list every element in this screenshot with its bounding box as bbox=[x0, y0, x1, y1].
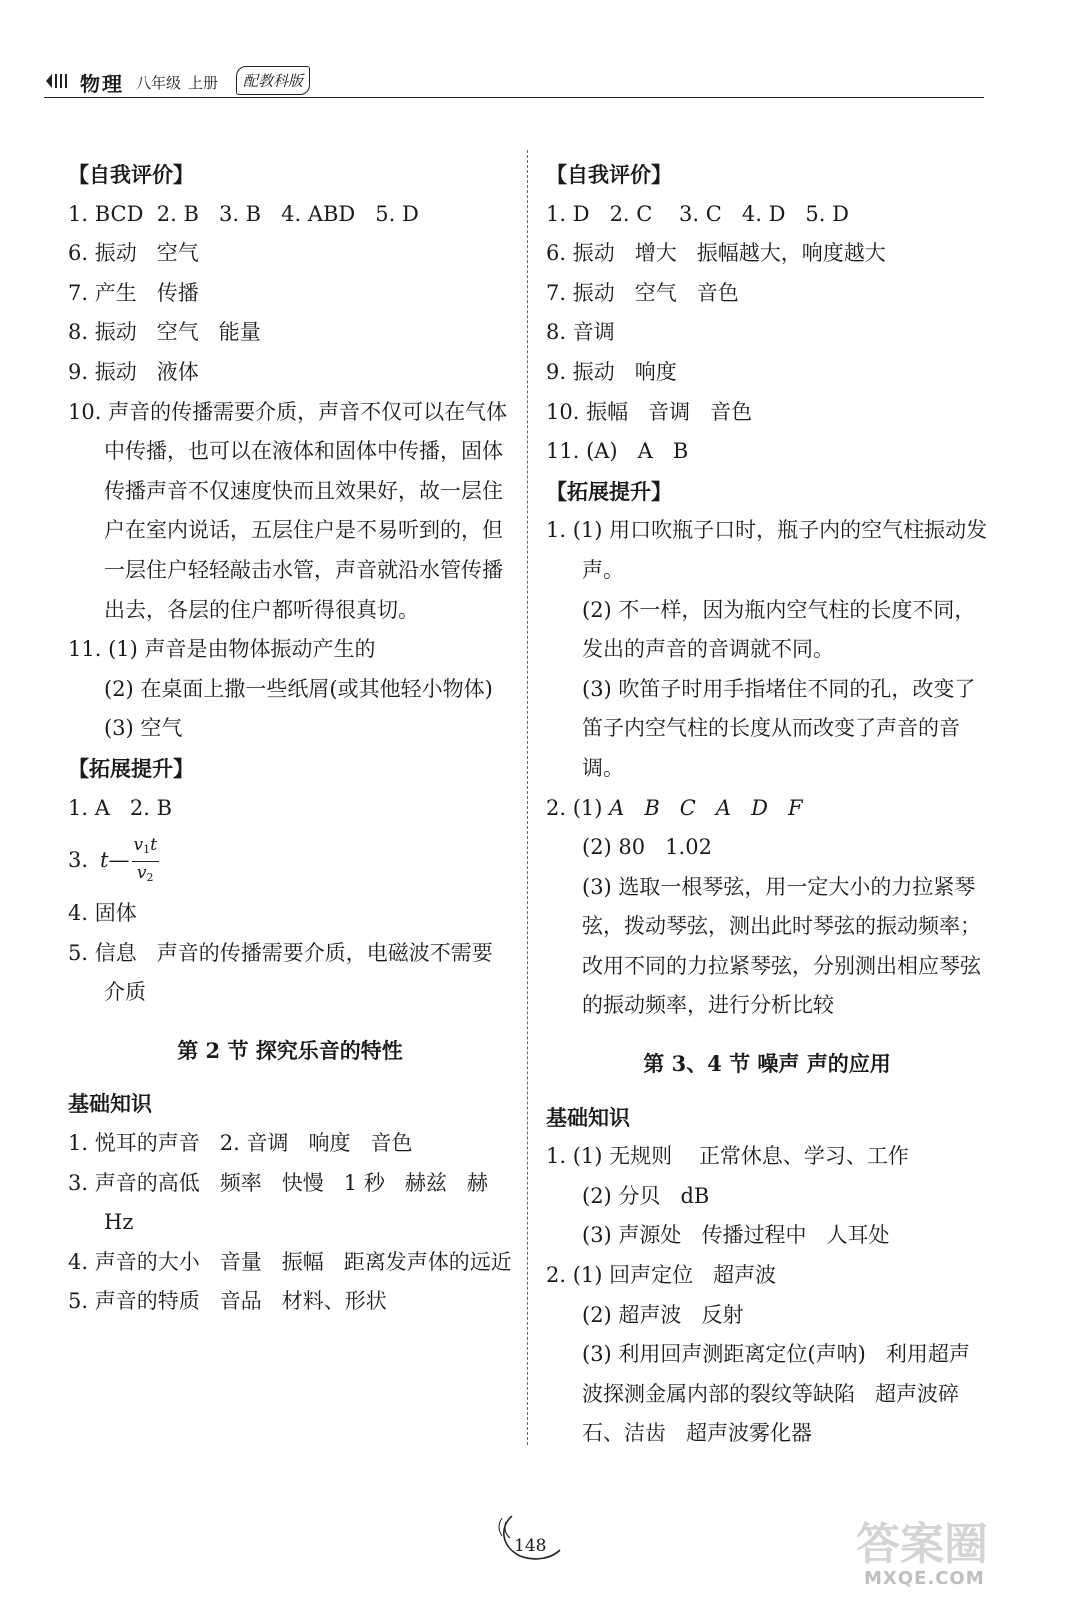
answer-line: 1. 悦耳的声音 2. 音调 响度 音色 bbox=[68, 1131, 413, 1156]
left-column bbox=[68, 155, 512, 1322]
header-grade: 八年级 bbox=[136, 74, 182, 92]
answer-line: 7. 振动 空气 音色 bbox=[546, 280, 739, 305]
answer-subline: (2) 分贝 dB bbox=[582, 1183, 710, 1208]
formula-t: t bbox=[100, 848, 109, 873]
fraction-denominator: v2 bbox=[136, 862, 154, 884]
section-title: 第 2 节 探究乐音的特性 bbox=[177, 1037, 403, 1063]
answer-number: 3. bbox=[68, 848, 89, 873]
answer-line: 8. 音调 bbox=[546, 320, 615, 345]
answer-paragraph: 10. 声音的传播需要介质，声音不仅可以在气体中传播，也可以在液体和固体中传播，固体传播声音不仅速度快而且效果好，故一层住户在室内说话，五层住户是不易听到的，但一层住户轻轻敲击水管，声音就沿水管传播出去，各层的住户都听得很真切。 bbox=[68, 399, 508, 622]
right-column bbox=[546, 155, 988, 1454]
column-divider bbox=[527, 150, 528, 1445]
answer-line: 7. 产生 传播 bbox=[68, 280, 199, 305]
answer-subline: (2) 在桌面上撒一些纸屑(或其他轻小物体) (3) 空气 bbox=[104, 676, 513, 741]
heading-extension-left: 【拓展提升】 bbox=[68, 755, 194, 781]
header-subject: 物理 bbox=[80, 72, 124, 96]
formula-answer bbox=[68, 828, 512, 894]
answer-line: 8. 振动 空气 能量 bbox=[68, 320, 261, 345]
header-volume: 上册 bbox=[188, 74, 219, 92]
answer-subline: (2) 80 1.02 bbox=[582, 835, 712, 860]
answer-paragraph: 4. 声音的大小 音量 振幅 距离发声体的远近 bbox=[68, 1249, 512, 1274]
answer-line: 6. 振动 空气 bbox=[68, 241, 199, 266]
answer-paragraph: 5. 信息 声音的传播需要介质，电磁波不需要介质 bbox=[68, 940, 493, 1005]
answer-line: 10. 振幅 音调 音色 bbox=[546, 399, 753, 424]
answer-line: 2. (1) A B C A D F bbox=[546, 795, 803, 820]
answer-line: 11. (A) A B bbox=[546, 439, 689, 464]
heading-basic-left: 基础知识 bbox=[68, 1091, 152, 1117]
answer-line: 4. 固体 bbox=[68, 901, 137, 926]
heading-extension-right: 【拓展提升】 bbox=[546, 478, 672, 504]
watermark-site: MXQE.COM bbox=[864, 1568, 985, 1589]
answer-line: 11. (1) 声音是由物体振动产生的 bbox=[68, 637, 376, 662]
answer-subparagraph: (3) 选取一根琴弦，用一定大小的力拉紧琴弦，拨动琴弦，测出此时琴弦的振动频率；改用不同的力拉紧琴弦，分别测出相应琴弦的振动频率，进行分析比较 bbox=[582, 874, 981, 1018]
header-edition-badge: 配教科版 bbox=[236, 66, 310, 95]
answer-line: 1. A 2. B bbox=[68, 795, 173, 820]
answer-paragraph: 1. (1) 用口吹瓶子口时，瓶子内的空气柱振动发声。 bbox=[546, 518, 988, 582]
answer-subparagraph: (2) 不一样，因为瓶内空气柱的长度不同，发出的声音的音调就不同。 bbox=[582, 597, 976, 662]
page-header bbox=[44, 64, 984, 98]
answer-line: 9. 振动 液体 bbox=[68, 359, 199, 384]
answer-subparagraph: (3) 利用回声测距离定位(声呐) 利用超声波探测金属内部的裂纹等缺陷 超声波碎石、洁齿 超声波雾化器 bbox=[582, 1342, 970, 1446]
fraction-numerator: v1t bbox=[132, 834, 159, 862]
answer-subparagraph: (3) 吹笛子时用手指堵住不同的孔，改变了笛子内空气柱的长度从而改变了声音的音调。 bbox=[582, 676, 976, 780]
header-ornament-icon bbox=[44, 72, 70, 90]
formula-fraction bbox=[132, 834, 159, 889]
answer-subline: (3) 声源处 传播过程中 人耳处 bbox=[582, 1223, 890, 1248]
page-number: 148 bbox=[514, 1536, 547, 1556]
answer-line: 1. (1) 无规则 正常休息、学习、工作 bbox=[546, 1144, 909, 1169]
heading-self-eval-right: 【自我评价】 bbox=[546, 162, 672, 187]
answer-subline: (2) 超声波 反射 bbox=[582, 1302, 744, 1327]
heading-basic-right: 基础知识 bbox=[546, 1104, 630, 1130]
formula-minus: — bbox=[108, 848, 130, 873]
heading-self-eval-left: 【自我评价】 bbox=[68, 162, 194, 187]
answer-line: 5. 声音的特质 音品 材料、形状 bbox=[68, 1289, 387, 1314]
answer-line: 2. (1) 回声定位 超声波 bbox=[546, 1263, 777, 1288]
answer-line: 6. 振动 增大 振幅越大，响度越大 bbox=[546, 241, 886, 266]
watermark-logo bbox=[856, 1508, 996, 1598]
watermark-logo-text: 答案圈 bbox=[856, 1519, 988, 1570]
answer-paragraph: 3. 声音的高低 频率 快慢 1 秒 赫兹 赫 Hz bbox=[68, 1170, 508, 1235]
answer-line: 9. 振动 响度 bbox=[546, 359, 677, 384]
answer-letters: A B C A D F bbox=[609, 795, 803, 820]
page-footer bbox=[490, 1512, 580, 1562]
answer-line: 1. BCD 2. B 3. B 4. ABD 5. D bbox=[68, 201, 419, 226]
header-rule bbox=[44, 97, 984, 98]
answer-line: 1. D 2. C 3. C 4. D 5. D bbox=[546, 201, 849, 226]
section-title: 第 3、4 节 噪声 声的应用 bbox=[643, 1051, 891, 1077]
